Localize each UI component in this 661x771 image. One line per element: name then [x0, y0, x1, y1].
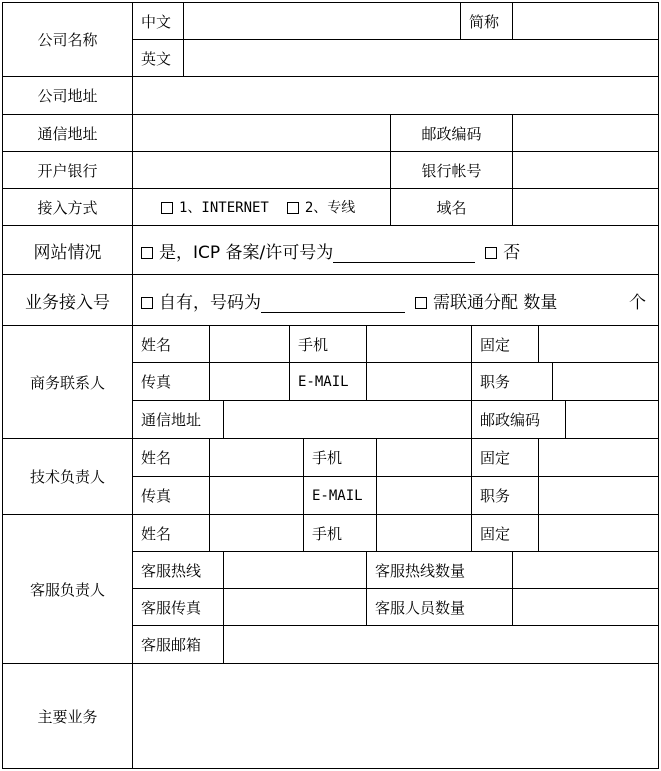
- bc-position-field[interactable]: [552, 362, 659, 401]
- business-number-label: 业务接入号: [2, 274, 133, 326]
- company-name-label: 公司名称: [2, 2, 133, 77]
- bank-field[interactable]: [132, 151, 391, 189]
- bank-account-field[interactable]: [512, 151, 659, 189]
- cs-hotline-count-field[interactable]: [512, 551, 659, 589]
- tl-fax-label: 传真: [132, 476, 210, 515]
- website-status-options: [132, 225, 659, 275]
- tl-mobile-field[interactable]: [376, 438, 472, 477]
- tl-email-field[interactable]: [376, 476, 472, 515]
- tl-name-field[interactable]: [209, 438, 304, 477]
- icp-no-label: 否: [503, 242, 521, 263]
- cs-hotline-count-label: 客服热线数量: [366, 551, 513, 589]
- website-status-label: 网站情况: [2, 225, 133, 275]
- bc-fax-field[interactable]: [209, 362, 290, 401]
- bc-name-label: 姓名: [132, 325, 210, 363]
- cs-name-label: 姓名: [132, 514, 210, 552]
- checkbox-internet[interactable]: [161, 202, 173, 214]
- main-business-label: 主要业务: [2, 663, 133, 769]
- domain-label: 域名: [390, 188, 513, 226]
- tl-position-label: 职务: [471, 476, 539, 515]
- icp-yes-label: 是，ICP 备案/许可号为: [159, 242, 334, 263]
- cs-mobile-label: 手机: [303, 514, 377, 552]
- chinese-label: 中文: [132, 2, 184, 40]
- bc-position-label: 职务: [471, 362, 553, 401]
- bc-landline-field[interactable]: [538, 325, 659, 363]
- mailing-address-field[interactable]: [132, 114, 391, 152]
- mailing-address-label: 通信地址: [2, 114, 133, 152]
- checkbox-own-number[interactable]: [141, 297, 153, 309]
- bc-postal-field[interactable]: [565, 400, 659, 439]
- cs-name-field[interactable]: [209, 514, 304, 552]
- tl-fax-field[interactable]: [209, 476, 304, 515]
- main-business-field[interactable]: [132, 663, 659, 769]
- cs-email-field[interactable]: [223, 625, 659, 664]
- tl-email-label: E-MAIL: [303, 476, 377, 515]
- postal-code-label: 邮政编码: [390, 114, 513, 152]
- business-number-options: [132, 274, 659, 326]
- access-method-label: 接入方式: [2, 188, 133, 226]
- english-name-field[interactable]: [183, 39, 659, 77]
- checkbox-need-unicom[interactable]: [415, 297, 427, 309]
- postal-code-field[interactable]: [512, 114, 659, 152]
- unit-label: 个: [629, 292, 646, 313]
- access-option-internet-label: 1、INTERNET: [179, 200, 269, 216]
- tl-position-field[interactable]: [538, 476, 659, 515]
- bc-postal-label: 邮政编码: [471, 400, 566, 439]
- company-address-label: 公司地址: [2, 76, 133, 115]
- cs-staff-count-label: 客服人员数量: [366, 588, 513, 626]
- own-number-label: 自有，号码为: [159, 292, 261, 313]
- cs-hotline-field[interactable]: [223, 551, 367, 589]
- cs-lead-label: 客服负责人: [2, 514, 133, 664]
- cs-hotline-label: 客服热线: [132, 551, 224, 589]
- cs-landline-label: 固定: [471, 514, 539, 552]
- domain-field[interactable]: [512, 188, 659, 226]
- tech-lead-label: 技术负责人: [2, 438, 133, 515]
- english-label: 英文: [132, 39, 184, 77]
- bc-landline-label: 固定: [471, 325, 539, 363]
- cs-staff-count-field[interactable]: [512, 588, 659, 626]
- short-name-field[interactable]: [512, 2, 659, 40]
- tl-landline-label: 固定: [471, 438, 539, 477]
- bank-account-label: 银行帐号: [390, 151, 513, 189]
- access-option-leased-line[interactable]: [287, 197, 355, 217]
- bc-email-field[interactable]: [366, 362, 472, 401]
- cs-mobile-field[interactable]: [376, 514, 472, 552]
- checkbox-leased-line[interactable]: [287, 202, 299, 214]
- need-unicom-label: 需联通分配 数量: [433, 292, 558, 313]
- short-name-label: 简称: [460, 2, 513, 40]
- business-contact-label: 商务联系人: [2, 325, 133, 439]
- icp-number-field[interactable]: [333, 242, 475, 263]
- tl-name-label: 姓名: [132, 438, 210, 477]
- bc-email-label: E-MAIL: [289, 362, 367, 401]
- cs-email-label: 客服邮箱: [132, 625, 224, 664]
- cs-fax-field[interactable]: [223, 588, 367, 626]
- bc-mobile-field[interactable]: [366, 325, 472, 363]
- cs-fax-label: 客服传真: [132, 588, 224, 626]
- bc-fax-label: 传真: [132, 362, 210, 401]
- bc-mobile-label: 手机: [289, 325, 367, 363]
- access-option-internet[interactable]: [161, 197, 269, 217]
- checkbox-icp-no[interactable]: [485, 247, 497, 259]
- access-option-leased-line-label: 2、专线: [304, 200, 356, 216]
- chinese-name-field[interactable]: [183, 2, 461, 40]
- checkbox-icp-yes[interactable]: [141, 247, 153, 259]
- tl-mobile-label: 手机: [303, 438, 377, 477]
- company-address-field[interactable]: [132, 76, 659, 115]
- bank-label: 开户银行: [2, 151, 133, 189]
- access-options: [132, 188, 391, 226]
- cs-landline-field[interactable]: [538, 514, 659, 552]
- tl-landline-field[interactable]: [538, 438, 659, 477]
- bc-address-field[interactable]: [223, 400, 472, 439]
- bc-name-field[interactable]: [209, 325, 290, 363]
- own-number-field[interactable]: [261, 292, 405, 313]
- bc-address-label: 通信地址: [132, 400, 224, 439]
